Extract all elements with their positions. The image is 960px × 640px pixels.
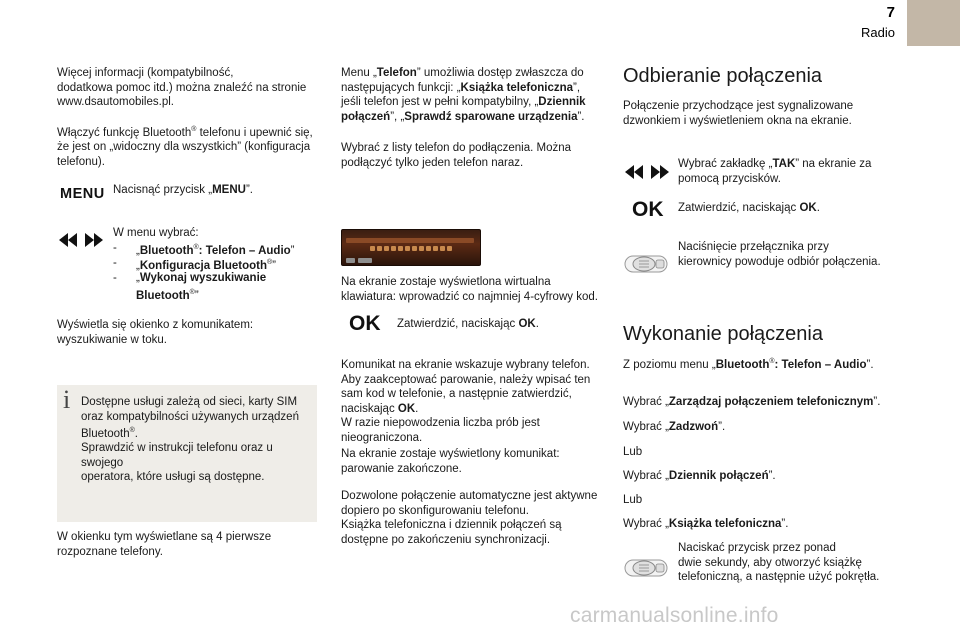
incoming-call-paragraph: Połączenie przychodzące jest sygnalizowane dzwonkiem i wyświetleniem okna na ekranie. xyxy=(623,100,854,127)
select-phone-paragraph: Wybrać z listy telefon do podłączenia. Można podłączyć tylko jeden telefon naraz. xyxy=(341,142,572,169)
hold-button-text: Naciskać przycisk przez ponad dwie sekundy, aby otworzyć książkę telefoniczną, a następnie użyć pokrętła. xyxy=(678,542,880,583)
text-part: Wybrać „ xyxy=(623,518,669,530)
info-icon: i xyxy=(63,385,71,414)
page-number: 7 xyxy=(886,4,895,21)
text-bold: Wykonaj wyszukiwanie Bluetooth xyxy=(136,272,267,302)
text-part: Komunikat na ekranie wskazuje wybrany telefon. Aby zaakceptować parowanie, należy wpisać ten sam kod w telefonie, a następnie zatwierdzić, naciskając xyxy=(341,359,591,415)
text-part: ”. xyxy=(718,421,726,433)
text-bold: Książka telefoniczna xyxy=(460,81,574,94)
watermark: carmanualsonline.info xyxy=(570,604,779,627)
text-part: Zatwierdzić, naciskając xyxy=(397,318,519,330)
text-bold: Książka telefoniczna xyxy=(668,518,782,530)
heading-make-call: Wykonanie połączenia xyxy=(623,323,823,345)
virtual-keyboard-paragraph: Na ekranie zostaje wyświetlona wirtualna klawiatura: wprowadzić co najmniej 4-cyfrowy kod. xyxy=(341,276,598,303)
text-part: ”. xyxy=(245,184,253,196)
answer-call-switch-text: Naciśnięcie przełącznika przy kierownicy powoduje odbiór połączenia. xyxy=(678,241,881,268)
text-bold: Sprawdź sparowane urządzenia xyxy=(404,110,578,123)
text-part: . xyxy=(816,202,820,214)
text-bold: Dziennik połączeń xyxy=(668,470,769,482)
menu-path-text xyxy=(623,355,874,372)
registered-mark: ® xyxy=(129,427,135,434)
text-bold: Bluetooth xyxy=(715,358,770,371)
text-part: Wybrać „ xyxy=(623,396,669,408)
text-part: . Sprawdzić w instrukcji telefonu oraz u swojego operatora, które usługi są dostępne. xyxy=(81,427,273,484)
info-box xyxy=(57,385,317,522)
left-right-arrows-icon xyxy=(625,165,669,179)
registered-mark: ® xyxy=(266,259,273,266)
page-corner-tab xyxy=(907,0,960,46)
text-bold: Zarządzaj połączeniem telefonicznym xyxy=(668,396,874,408)
text-part: ”. xyxy=(873,396,881,408)
registered-mark: ® xyxy=(189,288,195,296)
pairing-complete-paragraph: Na ekranie zostaje wyświetlony komunikat: parowanie zakończone. xyxy=(341,448,560,475)
quote: „ xyxy=(136,272,140,284)
text-part: Zatwierdzić, naciskając xyxy=(678,202,800,214)
list-item xyxy=(113,241,323,256)
text-bold: : Telefon – Audio xyxy=(774,358,867,371)
text-part: ”, jeśli telefon jest w pełni kompatybilny, „ xyxy=(341,81,581,108)
text-part: Nacisnąć przycisk „ xyxy=(113,184,213,196)
auto-connection-paragraph: Dozwolone połączenie automatyczne jest aktywne dopiero po skonfigurowaniu telefonu. Książka telefoniczna i dziennik połączeń są dostępne po zakończeniu synchronizacji. xyxy=(341,490,598,546)
text-part: ”. xyxy=(768,470,776,482)
more-info-paragraph: Więcej informacji (kompatybilność, dodatkowa pomoc itd.) można znaleźć na stronie www.dsautomobiles.pl. xyxy=(57,67,307,108)
menu-button-icon: MENU xyxy=(60,186,105,202)
or-text: Lub xyxy=(623,494,643,506)
screen-clear-button xyxy=(358,258,372,263)
text-part: . xyxy=(535,318,539,330)
text-part: ”. xyxy=(577,110,585,123)
text-bold: Zadzwoń xyxy=(668,421,719,433)
left-right-arrows-icon xyxy=(59,233,103,247)
text-bold: OK xyxy=(799,202,817,214)
select-phonebook-text xyxy=(623,517,788,532)
or-text: Lub xyxy=(623,446,643,458)
confirm-ok-text xyxy=(678,201,878,216)
text-bold: Bluetooth xyxy=(139,244,194,257)
press-menu-text xyxy=(113,183,313,198)
text-part: . W razie niepowodzenia liczba prób jest nieograniczona. xyxy=(341,402,540,444)
text-part: Wybrać „ xyxy=(623,470,669,482)
text-part: ”. xyxy=(781,518,789,530)
quote: ” xyxy=(290,244,295,257)
ok-button-icon: OK xyxy=(349,312,381,335)
text-part: Włączyć funkcję Bluetooth xyxy=(57,126,192,139)
text-part: Wybrać zakładkę „ xyxy=(678,158,773,170)
text-bold: Dziennik połączeń xyxy=(341,96,586,123)
virtual-keyboard-screen-image xyxy=(341,229,481,266)
text-bold: OK xyxy=(518,318,536,330)
pairing-code-paragraph xyxy=(341,358,616,445)
select-dial-text xyxy=(623,420,725,435)
text-part: Menu „ xyxy=(341,67,377,79)
text-part: Wybrać „ xyxy=(623,421,669,433)
keyboard-keys xyxy=(370,246,454,252)
text-bold: : Telefon – Audio xyxy=(198,244,291,257)
registered-mark: ® xyxy=(193,244,199,251)
menu-path-list xyxy=(113,241,323,301)
screen-ok-button xyxy=(346,258,355,263)
select-manage-call-text xyxy=(623,395,880,410)
text-part: Dostępne usługi zależą od sieci, karty SIM oraz kompatybilności używanych urządzeń Bluetooth xyxy=(81,396,299,440)
quote: ” xyxy=(194,289,199,302)
code-entry-bar xyxy=(346,238,474,243)
list-dash: - xyxy=(113,272,117,284)
info-text xyxy=(81,395,313,485)
telephone-menu-paragraph xyxy=(341,66,611,124)
list-dash: - xyxy=(113,242,117,254)
text-bold: OK xyxy=(397,402,416,415)
heading-receive-call: Odbieranie połączenia xyxy=(623,65,823,87)
registered-mark: ® xyxy=(769,358,775,365)
quote: „ xyxy=(136,259,140,272)
enable-bluetooth-paragraph xyxy=(57,123,327,169)
first-phones-paragraph: W okienku tym wyświetlane są 4 pierwsze rozpoznane telefony. xyxy=(57,531,272,558)
text-part: ” umożliwia dostęp zwłaszcza do następujących funkcji: „ xyxy=(341,67,584,94)
section-title: Radio xyxy=(861,25,895,40)
select-yes-tab-text xyxy=(678,157,898,186)
list-text xyxy=(136,271,266,303)
steering-wheel-switch-icon xyxy=(624,556,668,580)
registered-mark: ® xyxy=(191,126,197,133)
text-part: ” na ekranie za pomocą przycisków. xyxy=(678,158,872,185)
text-part: ”, „ xyxy=(390,110,405,123)
list-item xyxy=(113,271,323,301)
text-part: ”. xyxy=(866,358,874,371)
text-bold: Telefon xyxy=(376,67,417,79)
quote: „ xyxy=(136,244,140,257)
searching-paragraph: Wyświetla się okienko z komunikatem: wyszukiwanie w toku. xyxy=(57,319,254,346)
menu-select-intro: W menu wybrać: xyxy=(113,227,199,239)
ok-button-icon: OK xyxy=(632,198,664,221)
list-dash: - xyxy=(113,257,117,269)
select-call-log-text xyxy=(623,469,776,484)
list-item xyxy=(113,256,323,271)
text-part: Z poziomu menu „ xyxy=(623,358,716,371)
text-bold: Konfiguracja Bluetooth xyxy=(139,259,267,272)
confirm-ok-text xyxy=(397,317,597,332)
steering-wheel-switch-icon xyxy=(624,252,668,276)
quote: ” xyxy=(272,259,276,272)
text-part: telefonu i upewnić się, że jest on „widoczny dla wszystkich” (konfiguracja telefonu). xyxy=(57,126,313,168)
text-bold: TAK xyxy=(772,158,796,170)
text-bold: MENU xyxy=(212,184,246,196)
